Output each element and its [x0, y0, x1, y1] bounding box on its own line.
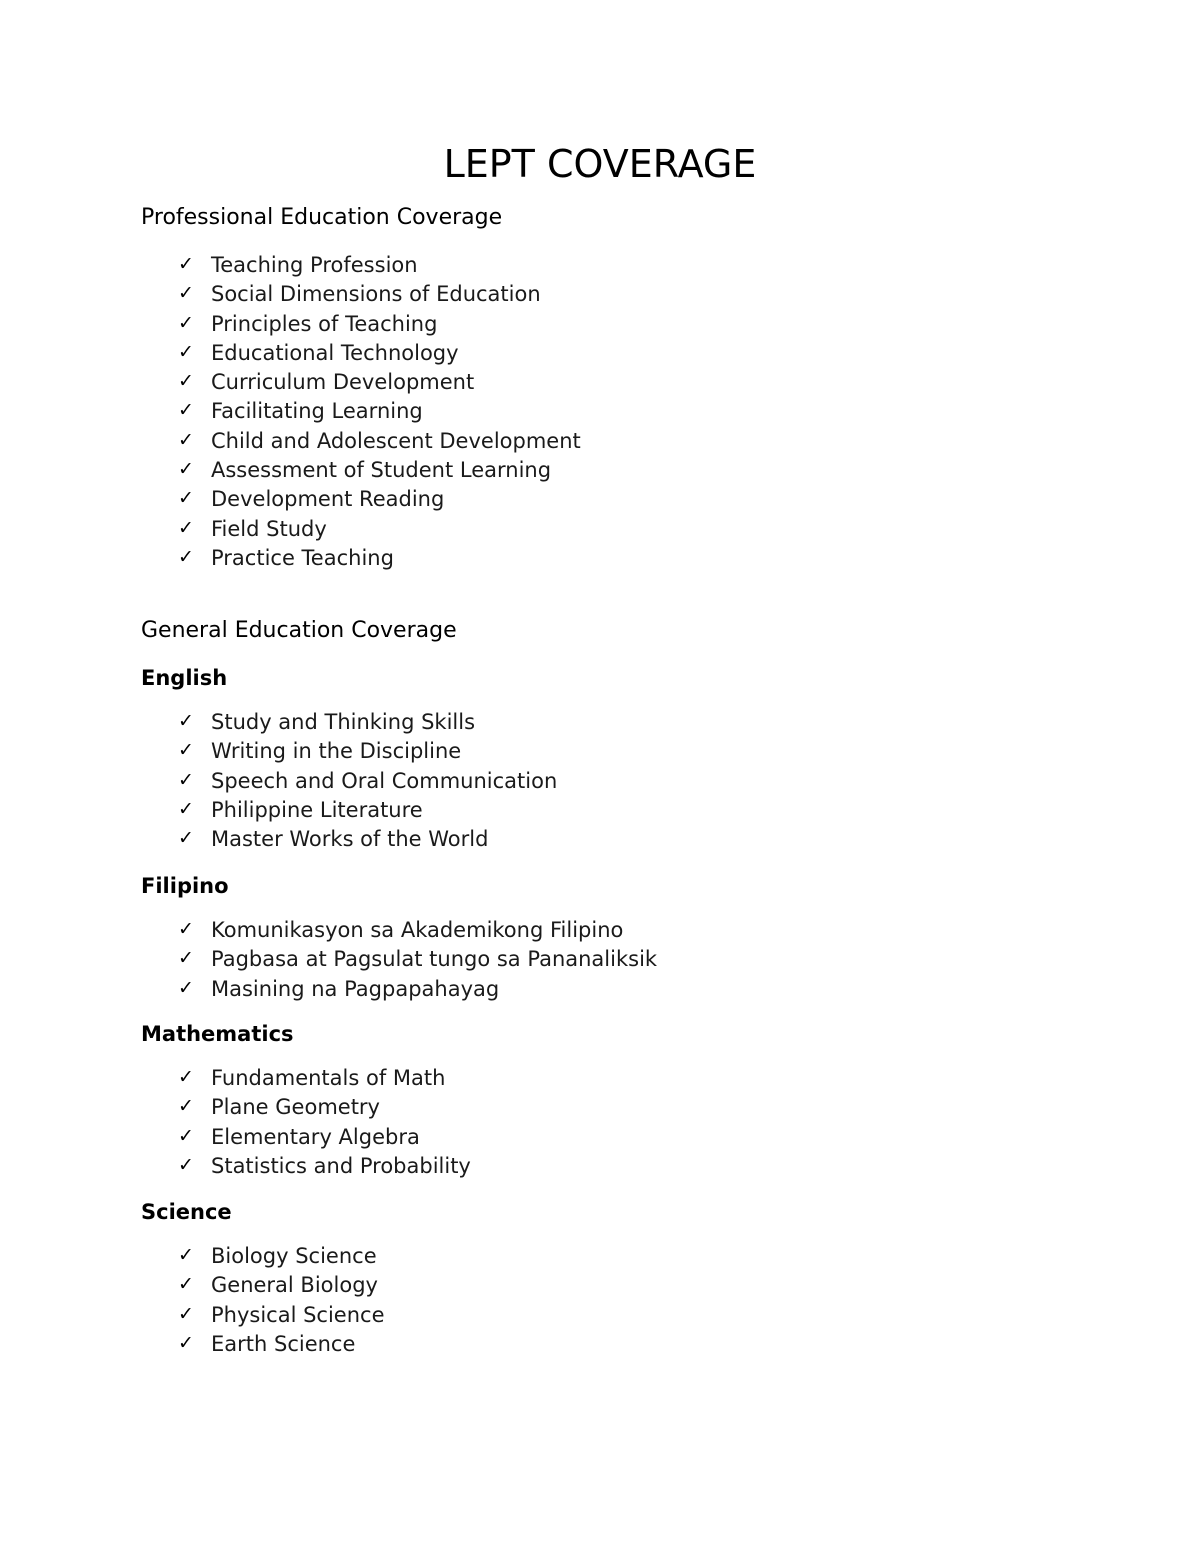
- list-item-label: Earth Science: [211, 1331, 356, 1356]
- checkmark-icon: ✓: [178, 797, 194, 820]
- list-item: [178, 708, 557, 737]
- list-item-label: Facilitating Learning: [211, 399, 423, 424]
- list-item-label: Fundamentals of Math: [211, 1066, 446, 1090]
- filipino-list: [178, 916, 657, 1004]
- list-item: [178, 796, 557, 825]
- list-item-label: Elementary Algebra: [211, 1124, 420, 1149]
- list-item: [178, 825, 557, 854]
- document-title: LEPT COVERAGE: [443, 142, 757, 186]
- list-item-label: Teaching Profession: [211, 253, 418, 277]
- checkmark-icon: ✓: [178, 340, 194, 363]
- list-item: [178, 515, 581, 544]
- list-item: [178, 485, 581, 514]
- list-item-label: Child and Adolescent Development: [211, 428, 581, 453]
- science-list: [178, 1242, 385, 1359]
- list-item-label: Masining na Pagpapahayag: [211, 976, 500, 1001]
- filipino-heading: Filipino: [141, 874, 229, 898]
- list-item: [178, 397, 581, 426]
- list-item-label: Statistics and Probability: [211, 1153, 471, 1178]
- checkmark-icon: ✓: [178, 487, 194, 510]
- list-item: [178, 456, 581, 485]
- list-item: [178, 368, 581, 397]
- list-item-label: Pagbasa at Pagsulat tungo sa Pananaliksik: [211, 947, 658, 972]
- science-heading: Science: [141, 1200, 232, 1224]
- checkmark-icon: ✓: [178, 976, 194, 999]
- checkmark-icon: ✓: [178, 311, 194, 334]
- list-item: [178, 280, 581, 309]
- mathematics-heading: Mathematics: [141, 1022, 294, 1046]
- english-heading: English: [141, 666, 228, 690]
- list-item: [178, 1152, 471, 1181]
- checkmark-icon: ✓: [178, 1273, 194, 1296]
- checkmark-icon: ✓: [178, 1095, 194, 1118]
- checkmark-icon: ✓: [178, 1302, 194, 1325]
- list-item: [178, 1301, 385, 1330]
- checkmark-icon: ✓: [178, 1066, 194, 1088]
- list-item-label: Educational Technology: [211, 340, 459, 365]
- list-item-label: Physical Science: [211, 1302, 385, 1327]
- list-item-label: Practice Teaching: [211, 545, 394, 570]
- list-item-label: Plane Geometry: [211, 1095, 380, 1120]
- list-item: [178, 1242, 385, 1271]
- list-item: [178, 916, 657, 945]
- list-item-label: Komunikasyon sa Akademikong Filipino: [211, 918, 624, 942]
- english-list: [178, 708, 557, 854]
- professional-education-list: [178, 251, 581, 573]
- checkmark-icon: ✓: [178, 1244, 194, 1266]
- checkmark-icon: ✓: [178, 918, 194, 940]
- professional-education-heading: Professional Education Coverage: [141, 205, 503, 230]
- list-item-label: Curriculum Development: [211, 370, 475, 395]
- list-item-label: Master Works of the World: [211, 827, 489, 852]
- list-item: [178, 339, 581, 368]
- checkmark-icon: ✓: [178, 1153, 194, 1176]
- list-item: [178, 737, 557, 766]
- checkmark-icon: ✓: [178, 458, 194, 481]
- general-education-heading: General Education Coverage: [141, 618, 457, 643]
- list-item-label: Biology Science: [211, 1244, 377, 1268]
- list-item-label: Field Study: [211, 516, 327, 541]
- list-item: [178, 975, 657, 1004]
- checkmark-icon: ✓: [178, 827, 194, 850]
- list-item-label: Study and Thinking Skills: [211, 710, 476, 734]
- list-item: [178, 1064, 471, 1093]
- checkmark-icon: ✓: [178, 1331, 194, 1354]
- checkmark-icon: ✓: [178, 282, 194, 305]
- list-item: [178, 767, 557, 796]
- checkmark-icon: ✓: [178, 399, 194, 422]
- checkmark-icon: ✓: [178, 370, 194, 393]
- list-item: [178, 1093, 471, 1122]
- list-item-label: Development Reading: [211, 487, 445, 512]
- list-item-label: Principles of Teaching: [211, 311, 438, 336]
- checkmark-icon: ✓: [178, 768, 194, 791]
- checkmark-icon: ✓: [178, 516, 194, 539]
- list-item: [178, 427, 581, 456]
- list-item: [178, 310, 581, 339]
- list-item-label: Speech and Oral Communication: [211, 768, 558, 793]
- checkmark-icon: ✓: [178, 710, 194, 732]
- list-item: [178, 1330, 385, 1359]
- checkmark-icon: ✓: [178, 253, 194, 275]
- checkmark-icon: ✓: [178, 428, 194, 451]
- list-item-label: Philippine Literature: [211, 797, 423, 822]
- list-item-label: Assessment of Student Learning: [211, 458, 552, 483]
- checkmark-icon: ✓: [178, 545, 194, 568]
- list-item-label: General Biology: [211, 1273, 378, 1298]
- checkmark-icon: ✓: [178, 1124, 194, 1147]
- list-item: [178, 1271, 385, 1300]
- list-item: [178, 544, 581, 573]
- mathematics-list: [178, 1064, 471, 1181]
- list-item: [178, 945, 657, 974]
- list-item-label: Social Dimensions of Education: [211, 282, 541, 307]
- list-item: [178, 251, 581, 280]
- list-item-label: Writing in the Discipline: [211, 739, 462, 764]
- list-item: [178, 1123, 471, 1152]
- checkmark-icon: ✓: [178, 947, 194, 970]
- checkmark-icon: ✓: [178, 739, 194, 762]
